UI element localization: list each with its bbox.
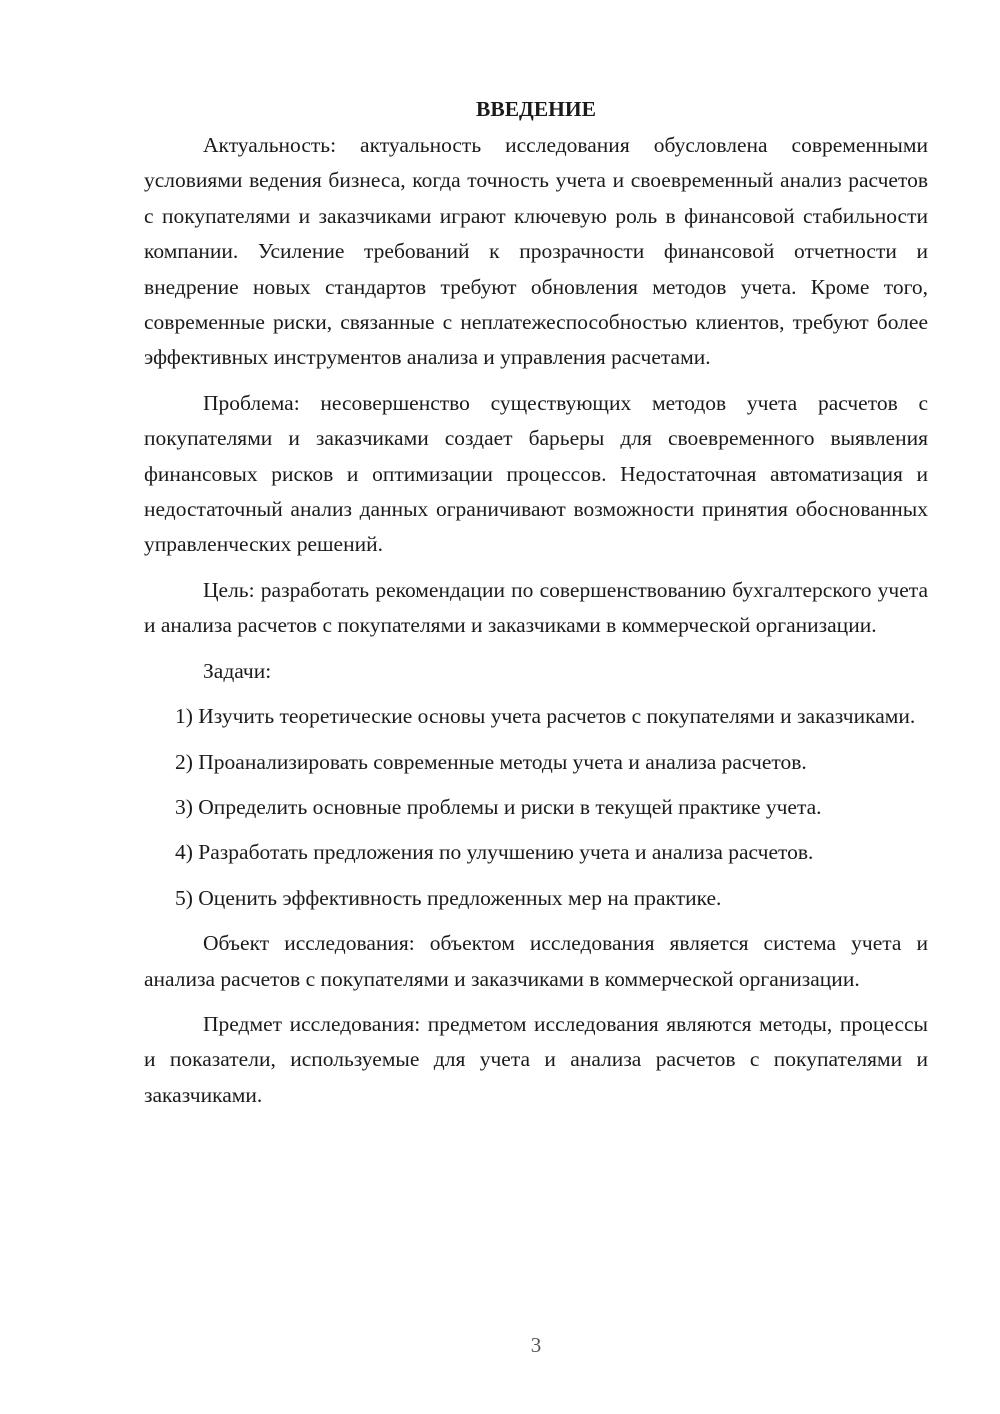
paragraph-problem: Проблема: несовершенство существующих методов учета расчетов с покупателями и заказчиками создает барьеры для своевременного выявления финансовых рисков и оптимизации процессов. Недостаточная автоматизация и недостаточный анализ данных ограничивают возможности принятия обоснованных управленческих решений. [144, 390, 928, 557]
task-item: 2) Проанализировать современные методы учета и анализа расчетов. [175, 749, 807, 774]
task-item: 4) Разработать предложения по улучшению учета и анализа расчетов. [175, 840, 814, 865]
tasks-label: Задачи: [203, 658, 272, 683]
paragraph-subject: Предмет исследования: предметом исследования являются методы, процессы и показатели, используемые для учета и анализа расчетов с покупателями и заказчиками. [144, 1011, 928, 1107]
paragraph-goal: Цель: разработать рекомендации по совершенствованию бухгалтерского учета и анализа расчетов с покупателями и заказчиками в коммерческой организации. [144, 577, 928, 638]
page-content [144, 92, 928, 1123]
paragraph-object: Объект исследования: объектом исследования является система учета и анализа расчетов с покупателями и заказчиками в коммерческой организации. [144, 931, 928, 991]
task-item: 5) Оценить эффективность предложенных мер на практике. [175, 885, 722, 910]
page-number: 3 [530, 1333, 542, 1357]
task-item: 1) Изучить теоретические основы учета расчетов с покупателями и заказчиками. [175, 704, 916, 729]
page-title: ВВЕДЕНИЕ [476, 97, 596, 121]
paragraph-relevance: Актуальность: актуальность исследования обусловлена современными условиями ведения бизнеса, когда точность учета и своевременный анализ расчетов с покупателями и заказчиками играют ключевую роль в финансовой стабильности компании. Усиление требований к прозрачности финансовой отчетности и внедрение новых стандартов требуют обновления методов учета. Кроме того, современные риски, связанные с неплатежеспособностью клиентов, требуют более эффективных инструментов анализа и управления расчетами. [144, 133, 928, 370]
task-item: 3) Определить основные проблемы и риски в текущей практике учета. [175, 794, 822, 819]
